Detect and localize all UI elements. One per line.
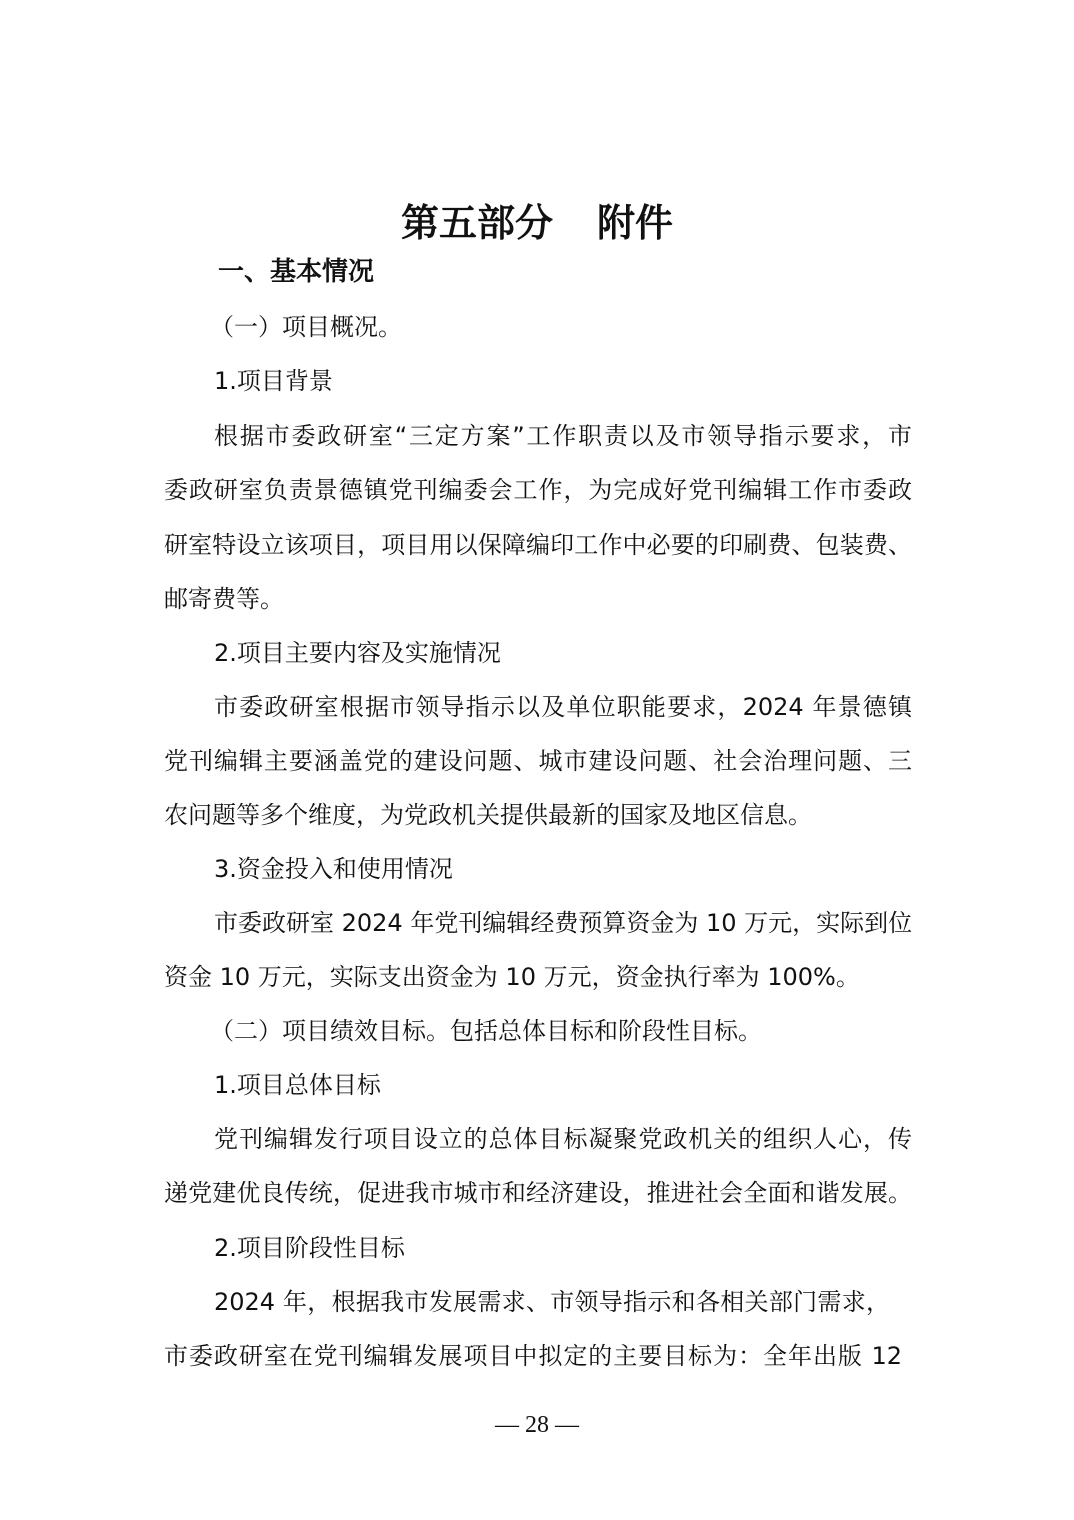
item-heading: 2.项目主要内容及实施情况 [214, 639, 501, 667]
paragraph-line: 市委政研室在党刊编辑发展项目中拟定的主要目标为：全年出版 12 [164, 1342, 902, 1370]
paragraph-line: 党刊编辑主要涵盖党的建设问题、城市建设问题、社会治理问题、三 [164, 747, 912, 775]
item-heading: 1.项目背景 [214, 367, 333, 395]
paragraph-line: 递党建优良传统，促进我市城市和经济建设，推进社会全面和谐发展。 [164, 1179, 912, 1207]
item-heading: 2.项目阶段性目标 [214, 1234, 405, 1262]
paragraph-line: 市委政研室根据市领导指示以及单位职能要求，2024 年景德镇 [214, 693, 912, 721]
title-part: 第五部分 [400, 200, 553, 245]
paragraph-line: 邮寄费等。 [164, 585, 284, 613]
paragraph-line: 市委政研室 2024 年党刊编辑经费预算资金为 10 万元，实际到位 [214, 909, 913, 937]
page-number: — 28 — [495, 1412, 579, 1438]
subsection-heading: （一）项目概况。 [210, 313, 402, 341]
paragraph-line: 根据市委政研室“三定方案”工作职责以及市领导指示要求，市 [214, 422, 912, 450]
section-heading: 一、基本情况 [218, 257, 375, 287]
paragraph-line: 研室特设立该项目，项目用以保障编印工作中必要的印刷费、包装费、 [164, 531, 912, 559]
paragraph-line: 农问题等多个维度，为党政机关提供最新的国家及地区信息。 [164, 801, 812, 829]
item-heading: 3.资金投入和使用情况 [214, 855, 453, 883]
title-name: 附件 [597, 200, 674, 245]
paragraph-line: 2024 年，根据我市发展需求、市领导指示和各相关部门需求， [214, 1288, 890, 1316]
item-heading: 1.项目总体目标 [214, 1071, 381, 1099]
paragraph-line: 委政研室负责景德镇党刊编委会工作，为完成好党刊编辑工作市委政 [164, 476, 912, 504]
paragraph-line: 党刊编辑发行项目设立的总体目标凝聚党政机关的组织人心，传 [214, 1125, 912, 1153]
paragraph-line: 资金 10 万元，实际支出资金为 10 万元，资金执行率为 100%。 [164, 963, 860, 991]
page-title [0, 192, 1074, 247]
subsection-heading: （二）项目绩效目标。包括总体目标和阶段性目标。 [210, 1017, 762, 1045]
